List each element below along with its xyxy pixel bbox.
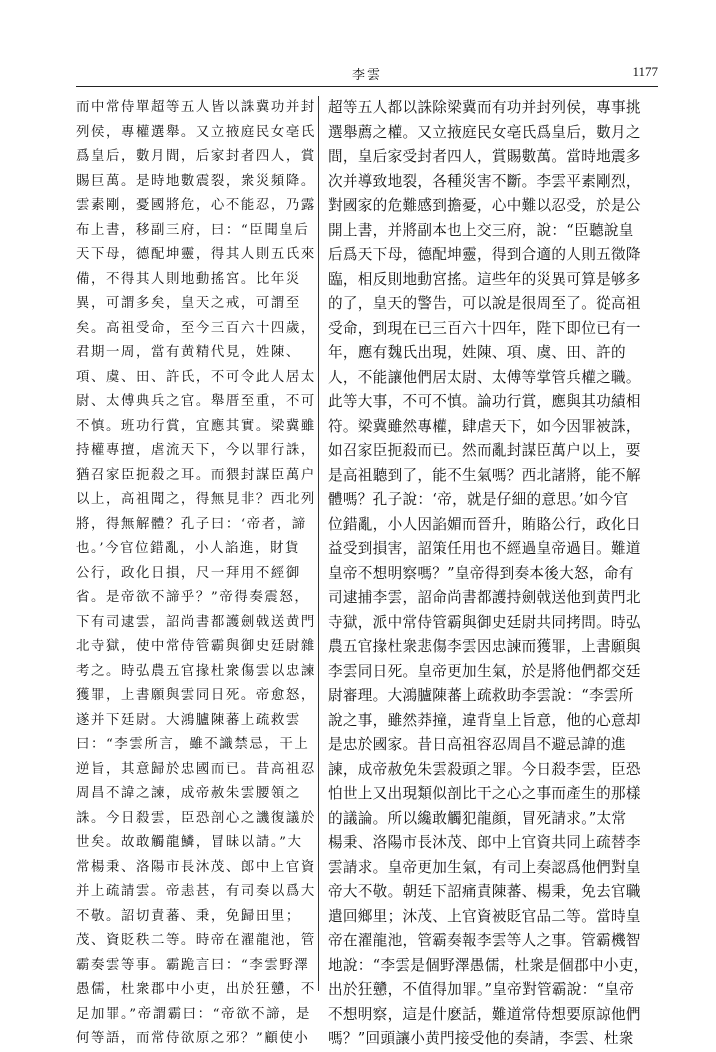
classical-text-line: 天下母，德配坤靈，得其人則五氏來: [76, 247, 316, 262]
classical-text-line: 下有司逮雲，詔尚書都護劍戟送黄門: [76, 614, 316, 630]
classical-text-line: 持權專擅，虐流天下，今以罪行誅，: [76, 443, 316, 458]
classical-text-line: 也。’今官位錯亂，小人諂進，財貨: [76, 541, 301, 556]
classical-text-line: 何等語，而常侍欲原之邪？”顧使小: [76, 1031, 310, 1046]
translation-line: 說之事，雖然莽撞，違背皇上旨意，他的心意却: [328, 711, 641, 729]
translation-line: 是高祖聽到了，能不生氣嗎？西北諸將，能不解: [328, 466, 641, 484]
classical-text-line: 世矣。故敢觸龍鱗，冒昧以請。”大: [76, 835, 303, 850]
classical-text-line: 遂并下廷尉。大鴻臚陳蕃上疏救雲: [76, 712, 301, 728]
classical-text-line: 將，得無解體？孔子曰：‘帝者，諦: [76, 516, 307, 532]
translation-line: 間，皇后家受封者四人，賞賜數萬。當時地震多: [328, 148, 641, 165]
translation-line: 選舉薦之權。又立掖庭民女亳氏爲皇后，數月之: [328, 123, 641, 141]
classical-text-line: 茂、資貶秩二等。時帝在濯龍池，管: [76, 933, 316, 948]
translation-line: 司逮捕李雲，詔命尚書都護持劍戟送他到黄門北: [328, 589, 641, 606]
classical-text-line: 誅。今日殺雲，臣恐剖心之譏復議於: [76, 810, 316, 826]
classical-text-column: [76, 96, 316, 1046]
translation-line: 不想明察，這是什麽話，難道常侍想要原諒他們: [328, 1005, 641, 1023]
classical-text-line: 并上疏請雲。帝恚甚，有司奏以爲大: [76, 884, 316, 899]
translation-line: 益受到損害，詔策任用也不經過皇帝過目。難道: [328, 540, 641, 557]
classical-text-line: 布上書，移副三府，曰：“臣聞皇后: [76, 222, 310, 238]
classical-text-line: 考之。時弘農五官掾杜衆傷雲以忠諫: [76, 663, 316, 679]
translation-line: 遣回鄉里；沐茂、上官資被貶官品二等。當時皇: [328, 907, 641, 925]
translation-line: 尉審理。大鴻臚陳蕃上疏救助李雲說：“李雲所: [328, 687, 634, 704]
translation-line: 位錯亂，小人因諂媚而晉升，賄賂公行，政化日: [328, 515, 641, 533]
classical-text-line: 異，可謂多矣，皇天之戒，可謂至: [76, 296, 301, 311]
translation-line: 地說：“李雲是個野澤愚儒，杜衆是個郡中小吏，: [328, 956, 649, 974]
translation-line: 后爲天下母，德配坤靈，得到合適的人則五徵降: [328, 246, 641, 263]
translation-line: 體嗎？孔子說：‘帝，就是仔細的意思。’如今官: [328, 491, 629, 508]
translation-line: 超等五人都以誅除梁冀而有功并封列侯，專事挑: [328, 99, 641, 116]
classical-text-line: 尉、太傅典兵之官。舉厝至重，不可: [76, 394, 316, 409]
translation-line: 諫，成帝赦免朱雲殺頭之罪。今日殺李雲，臣恐: [328, 760, 641, 778]
classical-text-line: 列侯，專權選舉。又立掖庭民女亳氏: [76, 124, 316, 140]
translation-column: [328, 96, 658, 1047]
classical-text-line: 而中常侍單超等五人皆以誅冀功并封: [76, 100, 316, 115]
translation-line: 人，不能讓他們居太尉、太傅等掌管兵權之職。: [328, 368, 641, 386]
translation-line: 李雲同日死。皇帝更加生氣，於是將他們都交廷: [328, 662, 641, 680]
classical-text-line: 爲皇后，數月間，后家封者四人，賞: [76, 149, 316, 164]
translation-line: 帝在濯龍池，管霸奏報李雲等人之事。管霸機智: [328, 932, 641, 949]
translation-line: 年，應有魏氏出現，姓陳、項、虞、田、許的: [328, 344, 626, 361]
translation-line: 的議論。所以纔敢觸犯龍顔，冒死請求。”太常: [328, 809, 627, 827]
classical-text-line: 君期一周，當有黄精代見，姓陳、: [76, 345, 301, 360]
page-header: [76, 64, 658, 84]
translation-line: 怕世上又出現類似剖比干之心之事而產生的那樣: [328, 785, 641, 802]
classical-text-line: 賜巨萬。是時地數震裂，衆災頻降。: [76, 173, 316, 189]
classical-text-line: 項、虞、田、許氏，不可令此人居太: [76, 369, 316, 385]
classical-text-line: 不慎。班功行賞，宜應其實。梁冀雖: [76, 418, 316, 434]
classical-text-line: 獲罪，上書願與雲同日死。帝愈怒，: [76, 688, 316, 703]
translation-line: 楊秉、洛陽市長沐茂、郎中上官資共同上疏替李: [328, 834, 641, 851]
translation-line: 開上書，并將副本也上交三府，說：“臣聽說皇: [328, 221, 634, 239]
header-rule: [76, 86, 658, 87]
classical-text-line: 曰：“李雲所言，雖不識禁忌，干上: [76, 737, 310, 752]
classical-text-line: 備，不得其人則地動搖宮。比年災: [76, 271, 301, 287]
classical-text-line: 省。是帝欲不諦乎？”帝得奏震怒，: [76, 590, 310, 605]
translation-line: 此等大事，不可不慎。論功行賞，應與其功績相: [328, 393, 641, 410]
translation-line: 是忠於國家。昔日高祖容忍周昌不避忌諱的進: [328, 736, 626, 753]
classical-text-line: 常楊秉、洛陽市長沐茂、郎中上官資: [76, 859, 316, 875]
translation-line: 受命，到現在已三百六十四年，陛下即位已有一: [328, 319, 641, 337]
classical-text-line: 猶召家臣扼殺之耳。而猥封謀臣萬户: [76, 467, 316, 483]
classical-text-line: 以上，高祖聞之，得無見非？西北列: [76, 492, 316, 507]
running-head: 李雲: [351, 68, 382, 83]
page-number: 1177: [632, 64, 658, 79]
classical-text-line: 逆旨，其意歸於忠國而已。昔高祖忍: [76, 761, 316, 777]
classical-text-line: 霸奏雲等事。霸跪言曰：“李雲野澤: [76, 957, 310, 973]
classical-text-line: 足加罪。”帝謂霸曰：“帝欲不諦，是: [76, 1006, 312, 1022]
classical-text-line: 矣。高祖受命，至今三百六十四歲，: [76, 320, 316, 336]
classical-text-line: 愚儒，杜衆郡中小吏，出於狂戇，不: [76, 982, 316, 997]
translation-line: 的了，皇天的警告，可以說是很周至了。從高祖: [328, 295, 641, 312]
classical-text-line: 不敬。詔切責蕃、秉，免歸田里；: [76, 908, 301, 924]
classical-text-line: 周昌不諱之諫，成帝赦朱雲腰領之: [76, 786, 301, 801]
translation-line: 農五官掾杜衆悲傷李雲因忠諫而獲罪，上書願與: [328, 638, 641, 655]
classical-text-line: 雲素剛，憂國將危，心不能忍，乃露: [76, 198, 316, 213]
translation-line: 臨，相反則地動宮搖。這些年的災異可算是够多: [328, 270, 641, 288]
translation-line: 對國家的危難感到擔憂，心中難以忍受，於是公: [328, 197, 641, 214]
translation-line: 次并導致地裂，各種災害不斷。李雲平素剛烈，: [328, 172, 641, 190]
column-divider: [318, 96, 319, 991]
translation-line: 皇帝不想明察嗎？”皇帝得到奏本後大怒，命有: [328, 564, 634, 582]
translation-line: 符。梁冀雖然專權，肆虐天下，如今因罪被誅，: [328, 417, 641, 435]
translation-line: 出於狂戇，不值得加罪。”皇帝對管霸說：“皇帝: [328, 981, 635, 998]
translation-line: 帝大不敬。朝廷下詔痛責陳蕃、楊秉，免去官職: [328, 883, 641, 900]
translation-line: 寺獄，派中常侍管霸與御史廷尉共同拷問。時弘: [328, 613, 641, 631]
translation-line: 雲請求。皇帝更加生氣，有司上奏認爲他們對皇: [328, 858, 641, 876]
classical-text-line: 公行，政化日損，尺一拜用不經御: [76, 565, 301, 581]
translation-line: 嗎？”回頭讓小黄門接受他的奏請，李雲、杜衆: [328, 1030, 634, 1047]
translation-line: 如召家臣扼殺而已。然而亂封謀臣萬户以上，要: [328, 442, 641, 459]
classical-text-line: 北寺獄，使中常侍管霸與御史廷尉雜: [76, 639, 316, 654]
